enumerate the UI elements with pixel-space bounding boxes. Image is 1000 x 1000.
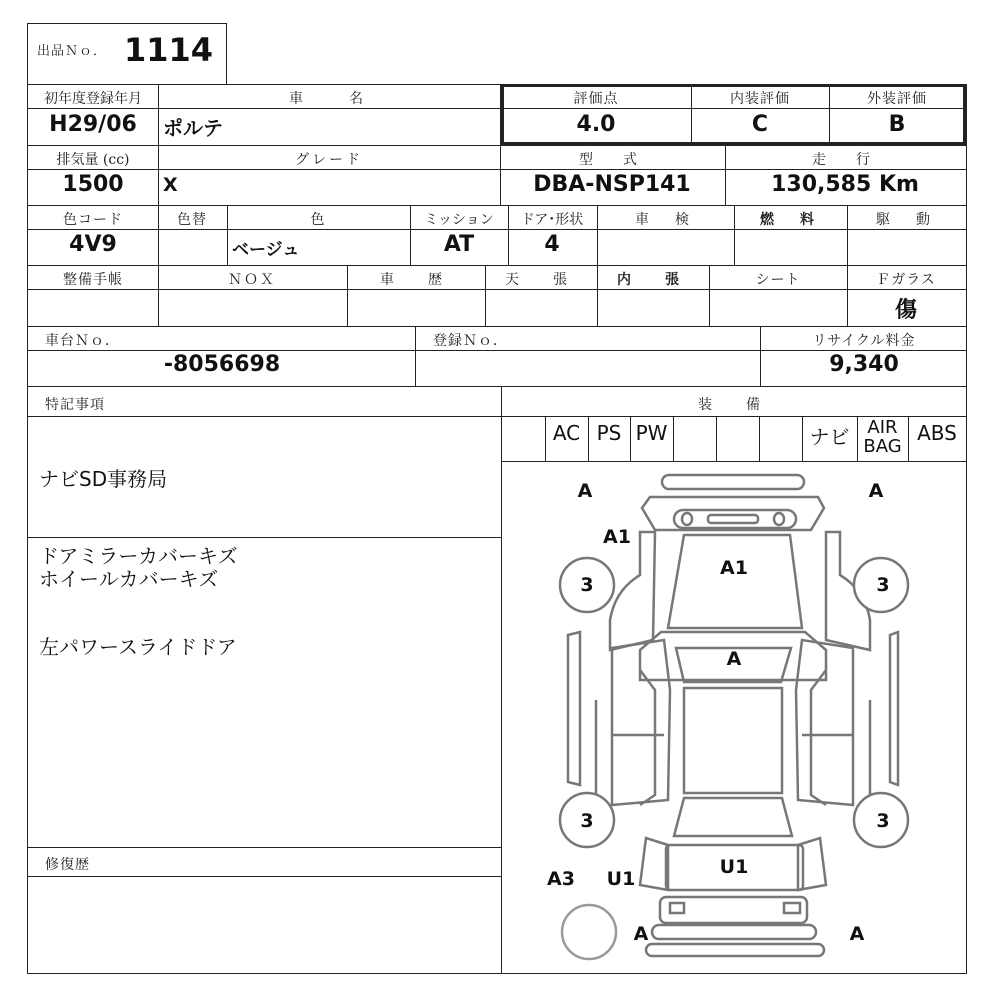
mission-value: AT xyxy=(443,232,475,257)
equipment-label: 装 備 xyxy=(698,397,770,413)
note-line-3: ホイールカバーキズ xyxy=(39,567,219,591)
car-name-label: 車 名 xyxy=(289,91,369,107)
car-damage-diagram xyxy=(502,462,967,974)
drive-label: 駆 動 xyxy=(876,212,936,228)
interior-trim-label: 内 張 xyxy=(617,272,689,288)
mark-hood: A1 xyxy=(720,557,748,579)
exterior-rating-value: B xyxy=(888,112,906,137)
registration-number-label: 登録Ｎｏ． xyxy=(433,333,508,349)
equipment-item-navi: ナビ xyxy=(809,425,850,449)
mark-windshield: A xyxy=(726,648,742,670)
mark-tire-fl: 3 xyxy=(580,574,594,596)
equipment-item-airbag: AIR BAG xyxy=(863,417,902,457)
recycle-fee-value: 9,340 xyxy=(829,352,899,377)
interior-rating-label: 内装評価 xyxy=(730,91,790,107)
equipment-item-ps: PS xyxy=(596,421,622,445)
equipment-item-ac: AC xyxy=(552,421,581,445)
color-code-value: 4V9 xyxy=(69,232,117,257)
note-line-4: 左パワースライドドア xyxy=(39,635,237,659)
front-glass-value: 傷 xyxy=(894,297,918,323)
lot-number-label: 出品Ｎｏ． xyxy=(37,44,108,59)
color-label: 色 xyxy=(310,212,326,228)
color-value: ベージュ xyxy=(232,240,300,260)
first-registration-label: 初年度登録年月 xyxy=(44,91,142,107)
door-value: 4 xyxy=(544,232,560,257)
note-line-1: ナビSD事務局 xyxy=(39,467,168,491)
rear-window xyxy=(674,798,792,836)
mark-a-pillar: A1 xyxy=(603,526,631,548)
recycle-fee-label: リサイクル料金 xyxy=(812,333,916,349)
special-notes-label: 特記事項 xyxy=(45,397,105,413)
model-value: DBA-NSP141 xyxy=(533,172,691,197)
mark-tire-fr: 3 xyxy=(876,574,890,596)
mark-front-right: A xyxy=(868,480,884,502)
mark-front-left: A xyxy=(577,480,593,502)
nox-label: ＮＯＸ xyxy=(228,272,276,288)
equipment-item-pw: PW xyxy=(635,421,668,445)
spare-tire xyxy=(562,905,616,959)
front-glass-label: Ｆガラス xyxy=(876,272,936,288)
front-bumper xyxy=(642,497,824,530)
mark-tailgate: U1 xyxy=(719,856,749,878)
maintenance-book-label: 整備手帳 xyxy=(63,272,123,288)
score-value: 4.0 xyxy=(576,112,616,137)
displacement-label: 排気量 (cc) xyxy=(56,152,130,168)
score-label: 評価点 xyxy=(573,91,619,107)
lot-number: 1114 xyxy=(124,31,214,69)
mark-rear-right: A xyxy=(849,923,865,945)
equipment-item-abs: ABS xyxy=(917,421,957,445)
grade-value: X xyxy=(163,174,178,196)
fuel-label: 燃 料 xyxy=(760,212,820,228)
chassis-number-value: -8056698 xyxy=(163,352,281,377)
roof-lining-label: 天 張 xyxy=(505,272,577,288)
grade-label: グレード xyxy=(295,152,363,168)
repair-history-label: 修復歴 xyxy=(45,857,90,873)
mark-rear-left: A xyxy=(633,923,649,945)
repaint-label: 色替 xyxy=(177,212,207,228)
interior-rating-value: C xyxy=(751,112,769,137)
car-name-value: ポルテ xyxy=(163,116,223,140)
mileage-label: 走 行 xyxy=(812,152,878,168)
model-label: 型 式 xyxy=(579,152,645,168)
front-bumper-top xyxy=(662,475,804,489)
displacement-value: 1500 xyxy=(62,172,124,197)
exterior-rating-label: 外装評価 xyxy=(867,91,927,107)
mark-tire-rr: 3 xyxy=(876,810,890,832)
mileage-value: 130,585 Km xyxy=(771,172,919,197)
inspection-label: 車 検 xyxy=(635,212,695,228)
mark-rear-left-panel: U1 xyxy=(606,868,636,890)
first-registration-value: H29/06 xyxy=(49,112,137,137)
color-code-label: 色コード xyxy=(63,212,123,228)
mark-rear-left-corner: A3 xyxy=(547,868,575,890)
hood xyxy=(668,535,802,628)
left-fender xyxy=(610,532,655,650)
mark-tire-rl: 3 xyxy=(580,810,594,832)
vehicle-history-label: 車 歴 xyxy=(380,272,452,288)
mission-label: ミッション xyxy=(424,212,494,228)
chassis-number-label: 車台Ｎｏ． xyxy=(45,333,120,349)
seat-label: シート xyxy=(755,272,801,288)
right-doors xyxy=(796,640,853,805)
roof xyxy=(684,688,782,793)
note-line-2: ドアミラーカバーキズ xyxy=(39,544,238,568)
door-label: ドア･形状 xyxy=(520,212,584,228)
